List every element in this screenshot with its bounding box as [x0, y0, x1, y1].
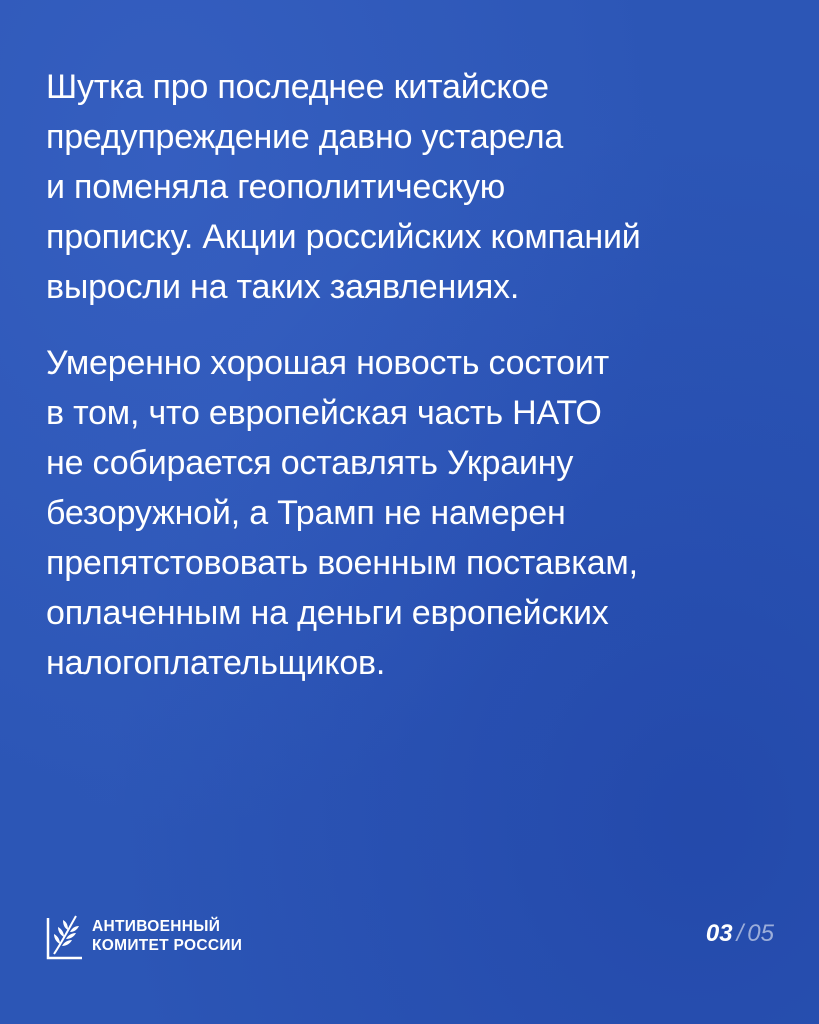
- paragraph-1: [46, 62, 786, 312]
- text-line: Шутка про последнее китайское: [46, 68, 549, 106]
- text-line: и поменяла геополитическую: [46, 168, 506, 206]
- main-text: [46, 62, 786, 714]
- text-line: оплаченным на деньги европейских: [46, 594, 609, 632]
- wheat-ears-icon: [46, 912, 84, 960]
- text-line: в том, что европейская часть НАТО: [46, 394, 602, 432]
- organization-name-line-2: КОМИТЕТ РОССИИ: [92, 937, 243, 954]
- page-total: 05: [747, 920, 774, 947]
- page-current: 03: [705, 920, 733, 947]
- organization-name: [92, 917, 242, 955]
- text-line: препятстововать военным поставкам,: [46, 544, 638, 582]
- text-line: предупреждение давно устарела: [46, 118, 564, 156]
- page-indicator: [706, 920, 774, 948]
- page-separator: /: [736, 920, 744, 947]
- text-line: безоружной, а Трамп не намерен: [46, 494, 566, 532]
- text-line: Умеренно хорошая новость состоит: [46, 344, 610, 382]
- text-line: прописку. Акции российских компаний: [46, 218, 641, 256]
- text-line: налогоплательщиков.: [46, 644, 386, 682]
- text-line: выросли на таких заявлениях.: [46, 268, 520, 306]
- paragraph-2: [46, 338, 786, 688]
- organization-name-line-1: АНТИВОЕННЫЙ: [92, 918, 221, 935]
- organization-logo: [46, 912, 242, 960]
- text-line: не собирается оставлять Украину: [46, 444, 574, 482]
